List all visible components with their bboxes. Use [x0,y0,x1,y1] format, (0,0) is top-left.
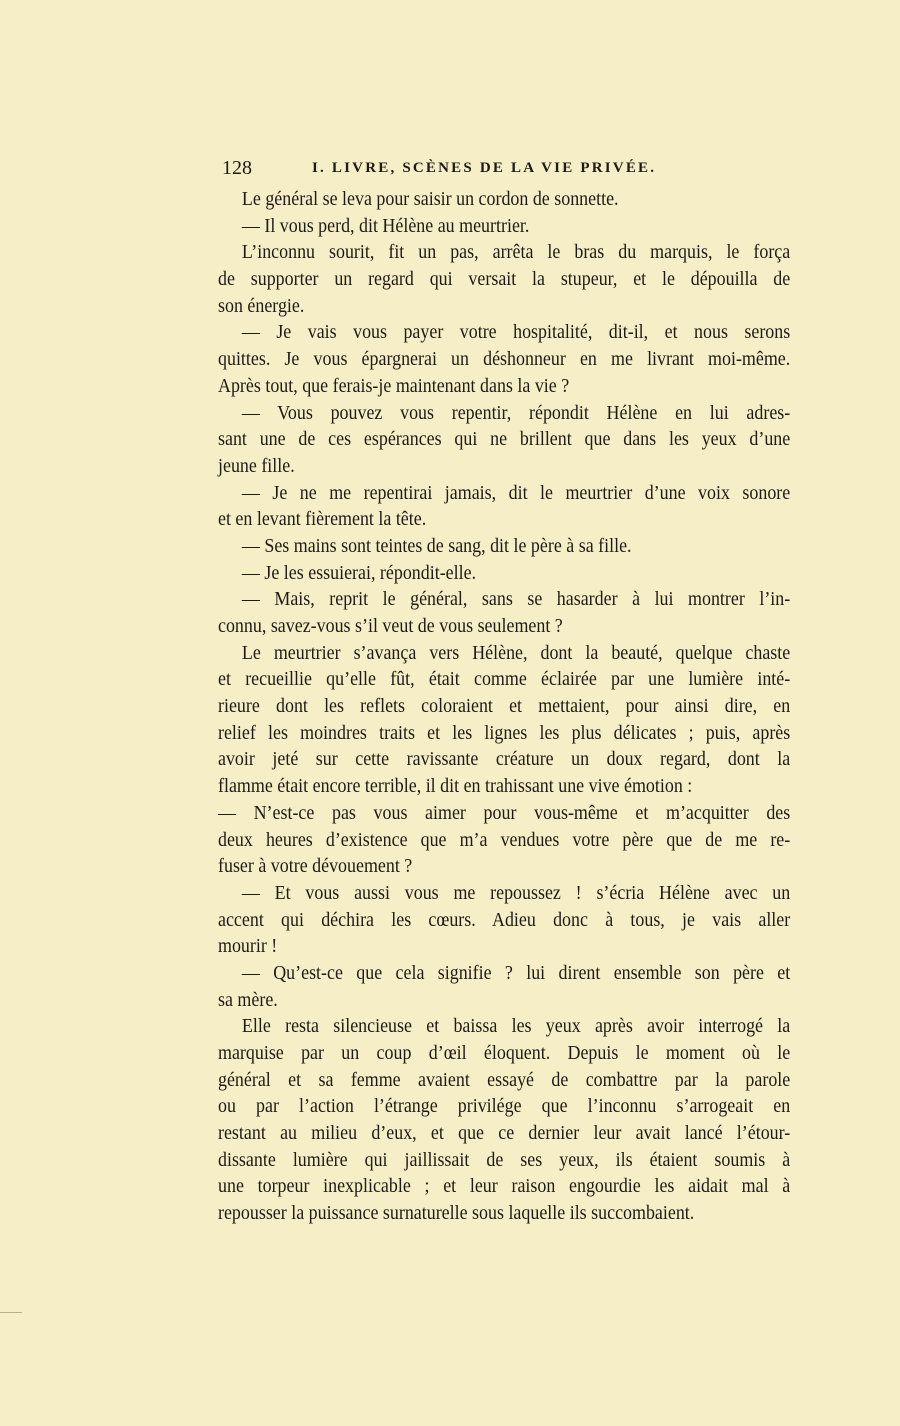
running-title: I. LIVRE, SCÈNES DE LA VIE PRIVÉE. [312,160,657,176]
text-line: — Ses mains sont teintes de sang, dit le père à sa fille. [241,535,632,557]
paragraph [218,214,790,241]
paragraph [218,534,790,561]
text-line: mourir ! [218,936,278,958]
text-line: Le général se leva pour saisir un cordon de sonnette. [241,189,619,210]
paragraph [218,481,790,534]
text-line: — Vous pouvez vous repentir, répondit Hélène en lui adres- [241,402,791,424]
text-line: relief les moindres traits et les lignes les plus délicates ; puis, après [218,722,791,744]
text-line: général et sa femme avaient essayé de combattre par la parole [218,1069,791,1091]
text-line: accent qui déchira les cœurs. Adieu donc à tous, je vais aller [218,909,791,931]
paragraph [218,187,790,214]
text-line: connu, savez-vous s’il veut de vous seulement ? [218,616,563,637]
page-body-text [218,187,790,1228]
text-line: avoir jeté sur cette ravissante créature un doux regard, dont la [218,749,791,771]
page-header [222,157,794,183]
text-line: dissante lumière qui jaillissait de ses yeux, ils étaient soumis à [218,1149,791,1171]
text-line: et recueillie qu’elle fût, était comme éclairée par une lumière inté- [218,669,791,691]
text-line: son énergie. [218,295,305,317]
text-line: — N’est-ce pas vous aimer pour vous-même et m’acquitter des [218,802,791,824]
text-line: repousser la puissance surnaturelle sous laquelle ils succombaient. [218,1203,695,1225]
text-line: — Il vous perd, dit Hélène au meurtrier. [241,215,530,237]
text-line: fuser à votre dévouement ? [218,856,413,878]
text-line: L’inconnu sourit, fit un pas, arrêta le bras du marquis, le força [241,242,791,264]
text-line: — Je les essuierai, répondit-elle. [241,562,477,584]
text-line: — Mais, reprit le général, sans se hasarder à lui montrer l’in- [241,589,791,611]
text-line: flamme était encore terrible, il dit en trahissant une vive émotion : [218,776,693,798]
text-line: deux heures d’existence que m’a vendues votre père que de me re- [218,829,791,851]
paragraph [218,240,790,320]
text-line: sa mère. [218,989,278,1011]
text-line: — Je ne me repentirai jamais, dit le meurtrier d’une voix sonore [241,482,791,504]
text-line: rieure dont les reflets coloraient et mettaient, pour ainsi dire, en [218,696,791,718]
page-number: 128 [222,157,252,179]
paragraph [218,961,790,1014]
text-line: Après tout, que ferais-je maintenant dans la vie ? [218,375,570,397]
scan-edge-mark [0,1312,22,1313]
paragraph [218,801,790,881]
text-line: jeune fille. [218,455,295,477]
text-line: marquise par un coup d’œil éloquent. Depuis le moment où le [218,1043,791,1064]
text-line: et en levant fièrement la tête. [218,509,427,531]
text-line: une torpeur inexplicable ; et leur raison engourdie les aidait mal à [218,1176,791,1198]
text-line: Le meurtrier s’avança vers Hélène, dont la beauté, quelque chaste [241,642,791,664]
text-line: Elle resta silencieuse et baissa les yeux après avoir interrogé la [241,1016,791,1038]
paragraph [218,320,790,400]
paragraph [218,1014,790,1228]
paragraph [218,881,790,961]
text-line: restant au milieu d’eux, et que ce dernier leur avait lancé l’étour- [218,1123,791,1145]
text-line: — Qu’est-ce que cela signifie ? lui dirent ensemble son père et [241,962,791,984]
paragraph [218,641,790,801]
text-line: sant une de ces espérances qui ne brillent que dans les yeux d’une [218,429,791,451]
text-line: de supporter un regard qui versait la stupeur, et le dépouilla de [218,269,791,291]
text-line: quittes. Je vous épargnerai un déshonneur en me livrant moi-même. [218,349,791,371]
paragraph [218,587,790,640]
paragraph [218,401,790,481]
text-line: — Je vais vous payer votre hospitalité, dit-il, et nous serons [241,322,791,344]
text-line: — Et vous aussi vous me repoussez ! s’écria Hélène avec un [241,882,791,904]
text-line: ou par l’action l’étrange privilége que l’inconnu s’arrogeait en [218,1096,791,1118]
paragraph [218,561,790,588]
